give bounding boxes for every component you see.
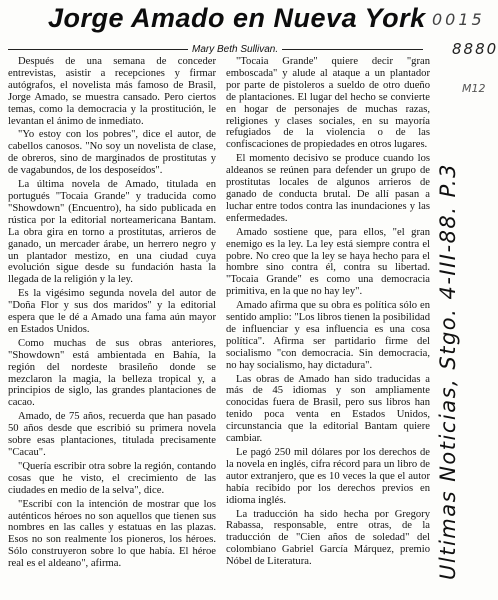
paragraph: "Quería escribir otra sobre la región, contando cosas que he visto, el crecimiento de las ciudades en medio de la selva", dice. bbox=[8, 460, 216, 496]
paragraph: La traducción ha sido hecha por Gregory Rabassa, responsable, entre otras, de la traducción de "Cien años de soledad" del colombiano Gabriel García Márquez, premio Nóbel de Literatura. bbox=[226, 508, 430, 568]
left-column bbox=[8, 56, 216, 600]
paragraph: "Tocaia Grande" quiere decir "gran emboscada" y alude al ataque a un plantador por parte de pistoleros a sueldo de otro dueño de plantaciones. El lugar del hecho se convierte en hogar de personajes de muchas razas, religiones y clases sociales, en su mayoría refugiados de la violencia o de las confiscaciones de propiedades en otros lugares. bbox=[226, 56, 430, 151]
handwritten-source: Ultimas Noticias, Stgo. 4-III-88. P.3 bbox=[436, 163, 460, 580]
byline: Mary Beth Sullivan. bbox=[188, 44, 282, 55]
paragraph: La última novela de Amado, titulada en portugués "Tocaia Grande" y traducida como "Showdown" (Encuentro), ha sido publicada en rústica por la editorial norteamericana Bantam. La obra gira en torno a prostitutas, arrieros de ganado, un mercader árabe, un herrero negro y un plantador mestizo, en una ciudad cuya evolución sigue desde su fundación hasta la llegada de la religión y la ley. bbox=[8, 179, 216, 286]
paragraph: Amado afirma que su obra es política sólo en sentido amplio: "Los libros tienen la posibilidad de influenciar y esa influencia es una cosa política". Afirma ser partidario firme del socialismo "con democracia. Sin democracia, no hay socialismo, hay dictadura". bbox=[226, 300, 430, 371]
paragraph: "Yo estoy con los pobres", dice el autor, de cabellos canosos. "No soy un novelista de clase, de obreros, sino de marginados de prostitutas y de vagabundos, de los desposeídos". bbox=[8, 129, 216, 177]
paragraph: "Escribí con la intención de mostrar que los auténticos héroes no son aquellos que tienen sus nombres en las calles y estatuas en las plazas. Esos no son realmente los pioneros, los héroes. Sólo construyeron sobre lo que había. El héroe real es el aldeano", afirma. bbox=[8, 498, 216, 570]
handwritten-note: 8880 bbox=[452, 40, 498, 58]
paragraph: Amado, de 75 años, recuerda que han pasado 50 años desde que escribió su primera novela sobre esas plantaciones, titulada precisamente "Cacau". bbox=[8, 411, 216, 458]
paragraph: El momento decisivo se produce cuando los aldeanos se reúnen para defender un grupo de prostitutas locales de algunos arrieros de ganado de conducta brutal. De allí pasan a luchar entre todos contra las inundaciones y las enfermedades. bbox=[226, 153, 430, 224]
paragraph: Las obras de Amado han sido traducidas a más de 45 idiomas y son ampliamente conocidas fuera de Brasil, pero sus libros han tenido poca venta en Estados Unidos, circunstancia que la editorial Bantam quiere cambiar. bbox=[226, 373, 430, 445]
paragraph: Es la vigésimo segunda novela del autor de "Doña Flor y sus dos maridos" y la editorial espera que le dé a Amado una fama aún mayor en Estados Unidos. bbox=[8, 288, 216, 335]
paragraph: Como muchas de sus obras anteriores, "Showdown" está ambientada en Bahía, la región del nordeste brasileño donde se mezclaron la magia, la belleza tropical y, a principios de siglo, las grandes plantaciones de cacao. bbox=[8, 337, 216, 409]
article-title: Jorge Amado en Nueva York bbox=[48, 3, 426, 33]
handwritten-mark: M12 bbox=[462, 82, 486, 95]
paragraph: Le pagó 250 mil dólares por los derechos de la novela en inglés, cifra récord para un libro de autor extranjero, que es 10 veces la que el autor había recibido por los derechos previos en idioma inglés. bbox=[226, 447, 430, 506]
right-column bbox=[226, 56, 430, 600]
paragraph: Amado sostiene que, para ellos, "el gran enemigo es la ley. La ley está siempre contra el pobre. No creo que la ley se haya hecho para el hombre sino contra él, contra su libertad. "Tocaia Grande" es como una democracia primitiva, en la que no hay ley". bbox=[226, 226, 430, 298]
handwritten-code: 0015 bbox=[432, 10, 485, 29]
paragraph: Después de una semana de conceder entrevistas, asistir a recepciones y firmar autógrafos, el novelista más famoso de Brasil, Jorge Amado, se muestra cansado. Pero ciertos temas, como la democracia y la prostitución, le levantan el ánimo de inmediato. bbox=[8, 56, 216, 127]
